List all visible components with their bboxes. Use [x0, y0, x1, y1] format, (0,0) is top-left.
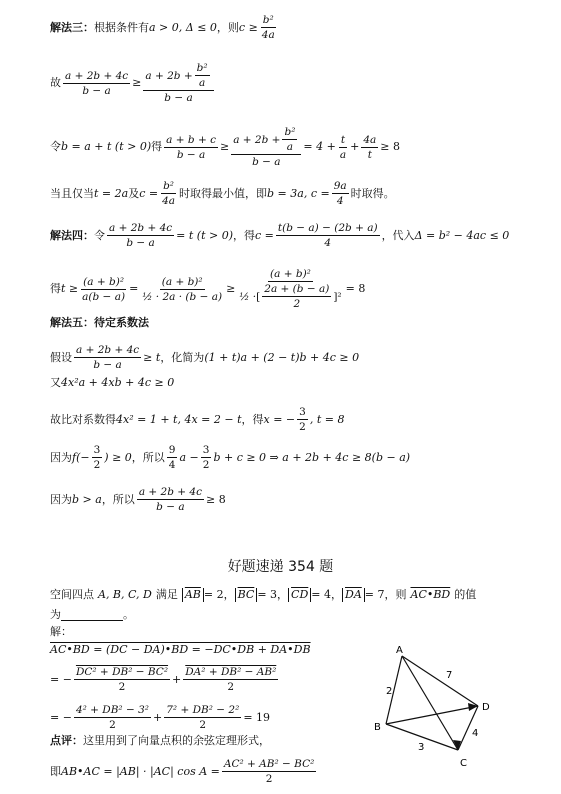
math: , t = 8: [309, 412, 345, 426]
label-b: B: [374, 722, 381, 733]
text: 得: [151, 140, 163, 153]
fraction: $\frac{\text{7² + DB² − 2²}}{2}$: [166, 704, 240, 731]
math: AC•BD = (DC − DA)•BD = −DC•DB + DA•DB: [50, 643, 311, 656]
fraction: a + 2b + $\frac{\text{b²}}{a}$ b − a: [231, 126, 301, 168]
problem-line2: [50, 608, 134, 622]
comment-line2: [50, 758, 318, 785]
text: 的值: [454, 588, 477, 601]
math: a −: [179, 450, 199, 464]
math: 4x²a + 4xb + 4c ≥ 0: [61, 376, 175, 389]
method3-label: 解法三：: [50, 20, 94, 34]
label-c: C: [460, 758, 467, 769]
method5-label: 解法五：待定系数法: [50, 316, 149, 329]
text: 即: [50, 764, 61, 778]
math: b = 3a, c =: [267, 186, 330, 200]
math: = 3: [257, 588, 278, 601]
math: a > 0, Δ ≤ 0: [149, 20, 217, 34]
math: ≥ 8: [380, 140, 400, 153]
text: 故比对系数得: [50, 412, 116, 426]
method5-line4: [50, 444, 410, 471]
text: 为: [50, 608, 61, 621]
math: c ≥: [238, 20, 258, 34]
problem-title: 好题速递 354 题: [227, 559, 334, 575]
text: ，所以: [101, 492, 135, 506]
method5-line2: [50, 376, 174, 390]
solution-label: 解：: [50, 625, 72, 638]
method3-line3: [50, 126, 400, 168]
math: ≥ 8: [205, 492, 226, 506]
math: Δ = b² − 4ac ≤ 0: [414, 228, 510, 242]
label-edge-cd: 4: [472, 728, 479, 739]
math: x = −: [263, 412, 296, 426]
method4-line2: [50, 268, 365, 310]
text: 令: [50, 140, 61, 153]
math: c =: [139, 186, 159, 200]
fraction: $\frac{9}{4}$: [168, 444, 176, 471]
fraction: $\frac{a + b + c}{b - a}$: [166, 133, 216, 161]
method5-line5: [50, 486, 226, 513]
abs-ab: $\overline{AB}$: [182, 588, 204, 602]
abs-da: $\overline{DA}$: [342, 588, 365, 602]
math: = 7: [364, 588, 385, 601]
solution-line1: [50, 643, 311, 657]
text: 得: [50, 282, 61, 295]
math: +: [350, 140, 360, 153]
method4-line1: [50, 222, 509, 249]
abs-cd: $\overline{CD}$: [288, 588, 311, 602]
solution-line3: [50, 704, 270, 731]
method5-line3: [50, 406, 344, 433]
math: = 8: [345, 282, 366, 295]
fraction: $\frac{a + 2b + 4c}{b - a}$: [138, 486, 202, 513]
text: 根据条件有: [94, 20, 149, 34]
edge-ad: [402, 656, 478, 706]
text: ，代入: [381, 228, 415, 242]
text: 因为: [50, 450, 72, 464]
math: +: [172, 672, 182, 686]
text: 时取得最小值，即: [179, 186, 268, 200]
text: 时取得。: [350, 186, 395, 200]
math: =: [129, 282, 139, 295]
fraction: $\frac{\text{(a + b)²}}{\text{½ · 2a · (b − a)}}$: [142, 275, 223, 303]
math: ) ≥ 0: [104, 450, 132, 464]
math: t ≥: [61, 282, 79, 295]
fraction: $\frac{3}{2}$: [202, 444, 210, 471]
fraction: $\frac{3}{2}$: [299, 406, 306, 433]
fraction: $\frac{9a}{4}$: [333, 180, 347, 207]
fraction: $\frac{3}{2}$: [93, 444, 101, 471]
fraction: $\frac{\text{b²}}{4a}$: [162, 180, 176, 207]
text: 。: [123, 608, 134, 621]
fraction: $\frac{\text{(a + b)²}}{a(b - a)}$: [82, 275, 126, 303]
fraction: $\frac{\text{AC² + AB² − BC²}}{2}$: [223, 758, 315, 785]
label-edge-ab: 2: [386, 686, 393, 697]
math: ≥: [132, 76, 142, 89]
tetrahedron-figure: [360, 640, 520, 780]
text: 又: [50, 376, 61, 389]
math: AB•AC = |AB| · |AC| cos A =: [61, 764, 220, 778]
math: ≥ t: [143, 350, 161, 364]
fraction: $\frac{\text{DA² + DB² − AB²}}{2}$: [185, 666, 277, 693]
text: ，则: [216, 20, 239, 34]
math: b > a: [72, 492, 102, 506]
math: = 19: [243, 710, 271, 724]
math: = t (t > 0): [176, 228, 234, 242]
text: 满足: [155, 588, 178, 601]
math: = −: [50, 672, 72, 686]
label-edge-bc: 3: [418, 742, 425, 753]
fraction: $\frac{t}{a}$: [339, 133, 347, 161]
solution-line2: [50, 666, 280, 693]
fraction: a + 2b + $\frac{\text{b²}}{a}$ b − a: [143, 62, 213, 104]
text: 当且仅当: [50, 186, 94, 200]
method3-line4: [50, 180, 395, 207]
fraction: $\frac{\text{4² + DB² − 3²}}{2}$: [75, 704, 150, 731]
label-a: A: [396, 645, 403, 656]
fraction: $\frac{a + 2b + 4c}{b - a}$: [76, 344, 140, 371]
math: +: [153, 710, 163, 724]
math: 4x² = 1 + t, 4x = 2 − t: [116, 412, 242, 426]
text: 假设: [50, 350, 72, 364]
math: c =: [255, 228, 274, 242]
text: 故: [50, 76, 61, 89]
math: t = 2a: [94, 186, 129, 200]
text: 空间四点: [50, 588, 94, 601]
math: = 2: [203, 588, 224, 601]
fraction: $\frac{4a}{t}$: [363, 133, 377, 161]
method3-line2: [50, 62, 216, 104]
text: ，则: [384, 588, 407, 601]
text: 这里用到了向量点积的余弦定理形式，: [83, 734, 270, 747]
comment-label: 点评：: [50, 734, 83, 747]
math: b + c ≥ 0 ⇒ a + 2b + 4c ≥ 8(b − a): [213, 450, 411, 464]
math: = 4: [311, 588, 332, 601]
method4-label: 解法四：: [50, 228, 94, 242]
label-edge-ad: 7: [446, 670, 453, 681]
math: = 4 +: [303, 140, 336, 153]
method3-line1: [50, 14, 279, 41]
text: ，得: [241, 412, 264, 426]
text: ，所以: [131, 450, 165, 464]
method5-line1: [50, 344, 359, 371]
math: AC•BD: [410, 588, 451, 601]
fraction: $\frac{\text{DC² + DB² − BC²}}{2}$: [75, 666, 169, 693]
math: (1 + t)a + (2 − t)b + 4c ≥ 0: [204, 350, 360, 364]
answer-blank[interactable]: [61, 609, 123, 621]
fraction: (a + b)² ½ · [ $\frac{2a + (b - a)}{2}$ ]²: [239, 268, 342, 310]
text: ，化简为: [160, 350, 205, 364]
comment-line1: [50, 734, 270, 748]
fraction: $\frac{a + 2b + 4c}{b - a}$: [65, 69, 129, 97]
text: ，得: [233, 228, 256, 242]
text: 因为: [50, 492, 72, 506]
problem-line1: 空间四点 A, B, C, D 满足 $\overline{AB}$ = 2 ， $\overline{BC}$ = 3 ， $\overline{CD}$ = 4 ， $\overline{DA}$ = 7 ，则 AC•BD 的值: [50, 588, 477, 601]
edge-bd: [386, 706, 478, 724]
math: = −: [50, 710, 72, 724]
text: 及: [128, 186, 140, 200]
fraction: $\frac{a + 2b + 4c}{b - a}$: [109, 222, 173, 249]
abs-bc: $\overline{BC}$: [235, 588, 258, 602]
math: ≥: [226, 282, 236, 295]
fraction: $\frac{\text{b²}}{4a}$: [261, 14, 275, 41]
math: ≥: [219, 140, 230, 153]
text: 令: [94, 228, 105, 242]
math: f(−: [72, 450, 90, 464]
math: b = a + t (t > 0): [61, 140, 152, 153]
fraction: $\frac{t(b - a) - (2b + a)}{4}$: [277, 222, 378, 249]
math: A, B, C, D: [98, 588, 152, 601]
label-d: D: [482, 702, 490, 713]
